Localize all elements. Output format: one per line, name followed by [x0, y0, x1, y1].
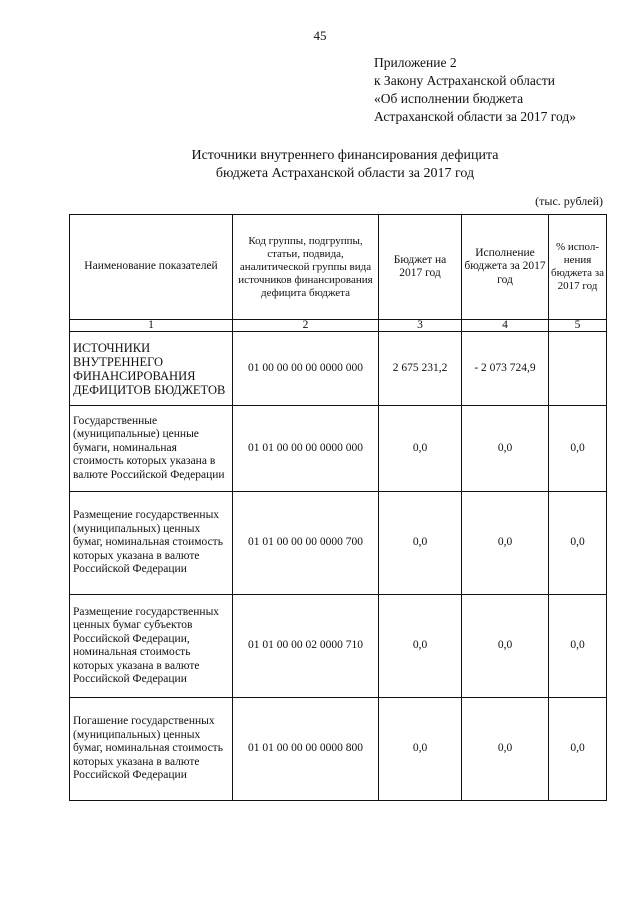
- column-number: 4: [462, 320, 549, 332]
- document-title: [0, 147, 640, 183]
- header-budget: Бюджет на 2017 год: [379, 215, 462, 320]
- column-number: 2: [233, 320, 379, 332]
- column-number-row: [70, 320, 607, 332]
- table-row: [70, 332, 607, 406]
- row-budget: 0,0: [379, 492, 462, 595]
- table-row: [70, 595, 607, 698]
- row-percent: 0,0: [549, 406, 607, 492]
- row-code: 01 01 00 00 00 0000 700: [233, 492, 379, 595]
- appendix-line-1: Приложение 2: [374, 55, 457, 70]
- row-code: 01 01 00 00 02 0000 710: [233, 595, 379, 698]
- row-percent: 0,0: [549, 698, 607, 801]
- units-note: (тыс. рублей): [535, 194, 603, 208]
- table-row: [70, 698, 607, 801]
- appendix-note: [374, 54, 576, 126]
- title-line-2: бюджета Астраханской области за 2017 год: [215, 166, 475, 181]
- column-number: 3: [379, 320, 462, 332]
- financing-sources-table: [69, 214, 607, 801]
- row-percent: 0,0: [549, 595, 607, 698]
- appendix-line-3: «Об исполнении бюджета: [374, 91, 524, 106]
- table-row: [70, 406, 607, 492]
- row-budget: 0,0: [379, 406, 462, 492]
- row-execution: - 2 073 724,9: [462, 332, 549, 406]
- header-code: Код группы, подгруппы, статьи, подвида, аналитической группы вида источников финансирования дефицита бюджета: [233, 215, 379, 320]
- row-name: Размещение государственных (муниципальных) ценных бумаг, номинальная стоимость которых указана в валюте Российской Федерации: [70, 492, 233, 595]
- row-name: Государственные (муниципальные) ценные бумаги, номинальная стоимость которых указана в валюте Российской Федерации: [70, 406, 233, 492]
- column-number: 1: [70, 320, 233, 332]
- row-percent: 0,0: [549, 492, 607, 595]
- row-percent: [549, 332, 607, 406]
- row-name: Размещение государственных ценных бумаг субъектов Российской Федерации, номинальная стоимость которых указана в валюте Российской Федерации: [70, 595, 233, 698]
- row-name: ИСТОЧНИКИ ВНУТРЕННЕГО ФИНАНСИРОВАНИЯ ДЕФИЦИТОВ БЮДЖЕТОВ: [70, 332, 233, 406]
- row-code: 01 01 00 00 00 0000 000: [233, 406, 379, 492]
- title-line-1: Источники внутреннего финансирования дефицита: [191, 148, 499, 163]
- column-number: 5: [549, 320, 607, 332]
- row-budget: 0,0: [379, 698, 462, 801]
- row-code: 01 01 00 00 00 0000 800: [233, 698, 379, 801]
- table-row: [70, 492, 607, 595]
- header-execution: Исполнение бюджета за 2017 год: [462, 215, 549, 320]
- row-execution: 0,0: [462, 492, 549, 595]
- appendix-line-2: к Закону Астраханской области: [374, 73, 556, 88]
- row-name: Погашение государственных (муниципальных) ценных бумаг, номинальная стоимость которых указана в валюте Российской Федерации: [70, 698, 233, 801]
- header-name: Наименование показателей: [70, 215, 233, 320]
- page-number: 45: [313, 28, 327, 43]
- header-percent: % испол-нения бюджета за 2017 год: [549, 215, 607, 320]
- row-execution: 0,0: [462, 595, 549, 698]
- row-execution: 0,0: [462, 698, 549, 801]
- row-code: 01 00 00 00 00 0000 000: [233, 332, 379, 406]
- row-budget: 0,0: [379, 595, 462, 698]
- row-execution: 0,0: [462, 406, 549, 492]
- appendix-line-4: Астраханской области за 2017 год»: [374, 109, 576, 124]
- row-budget: 2 675 231,2: [379, 332, 462, 406]
